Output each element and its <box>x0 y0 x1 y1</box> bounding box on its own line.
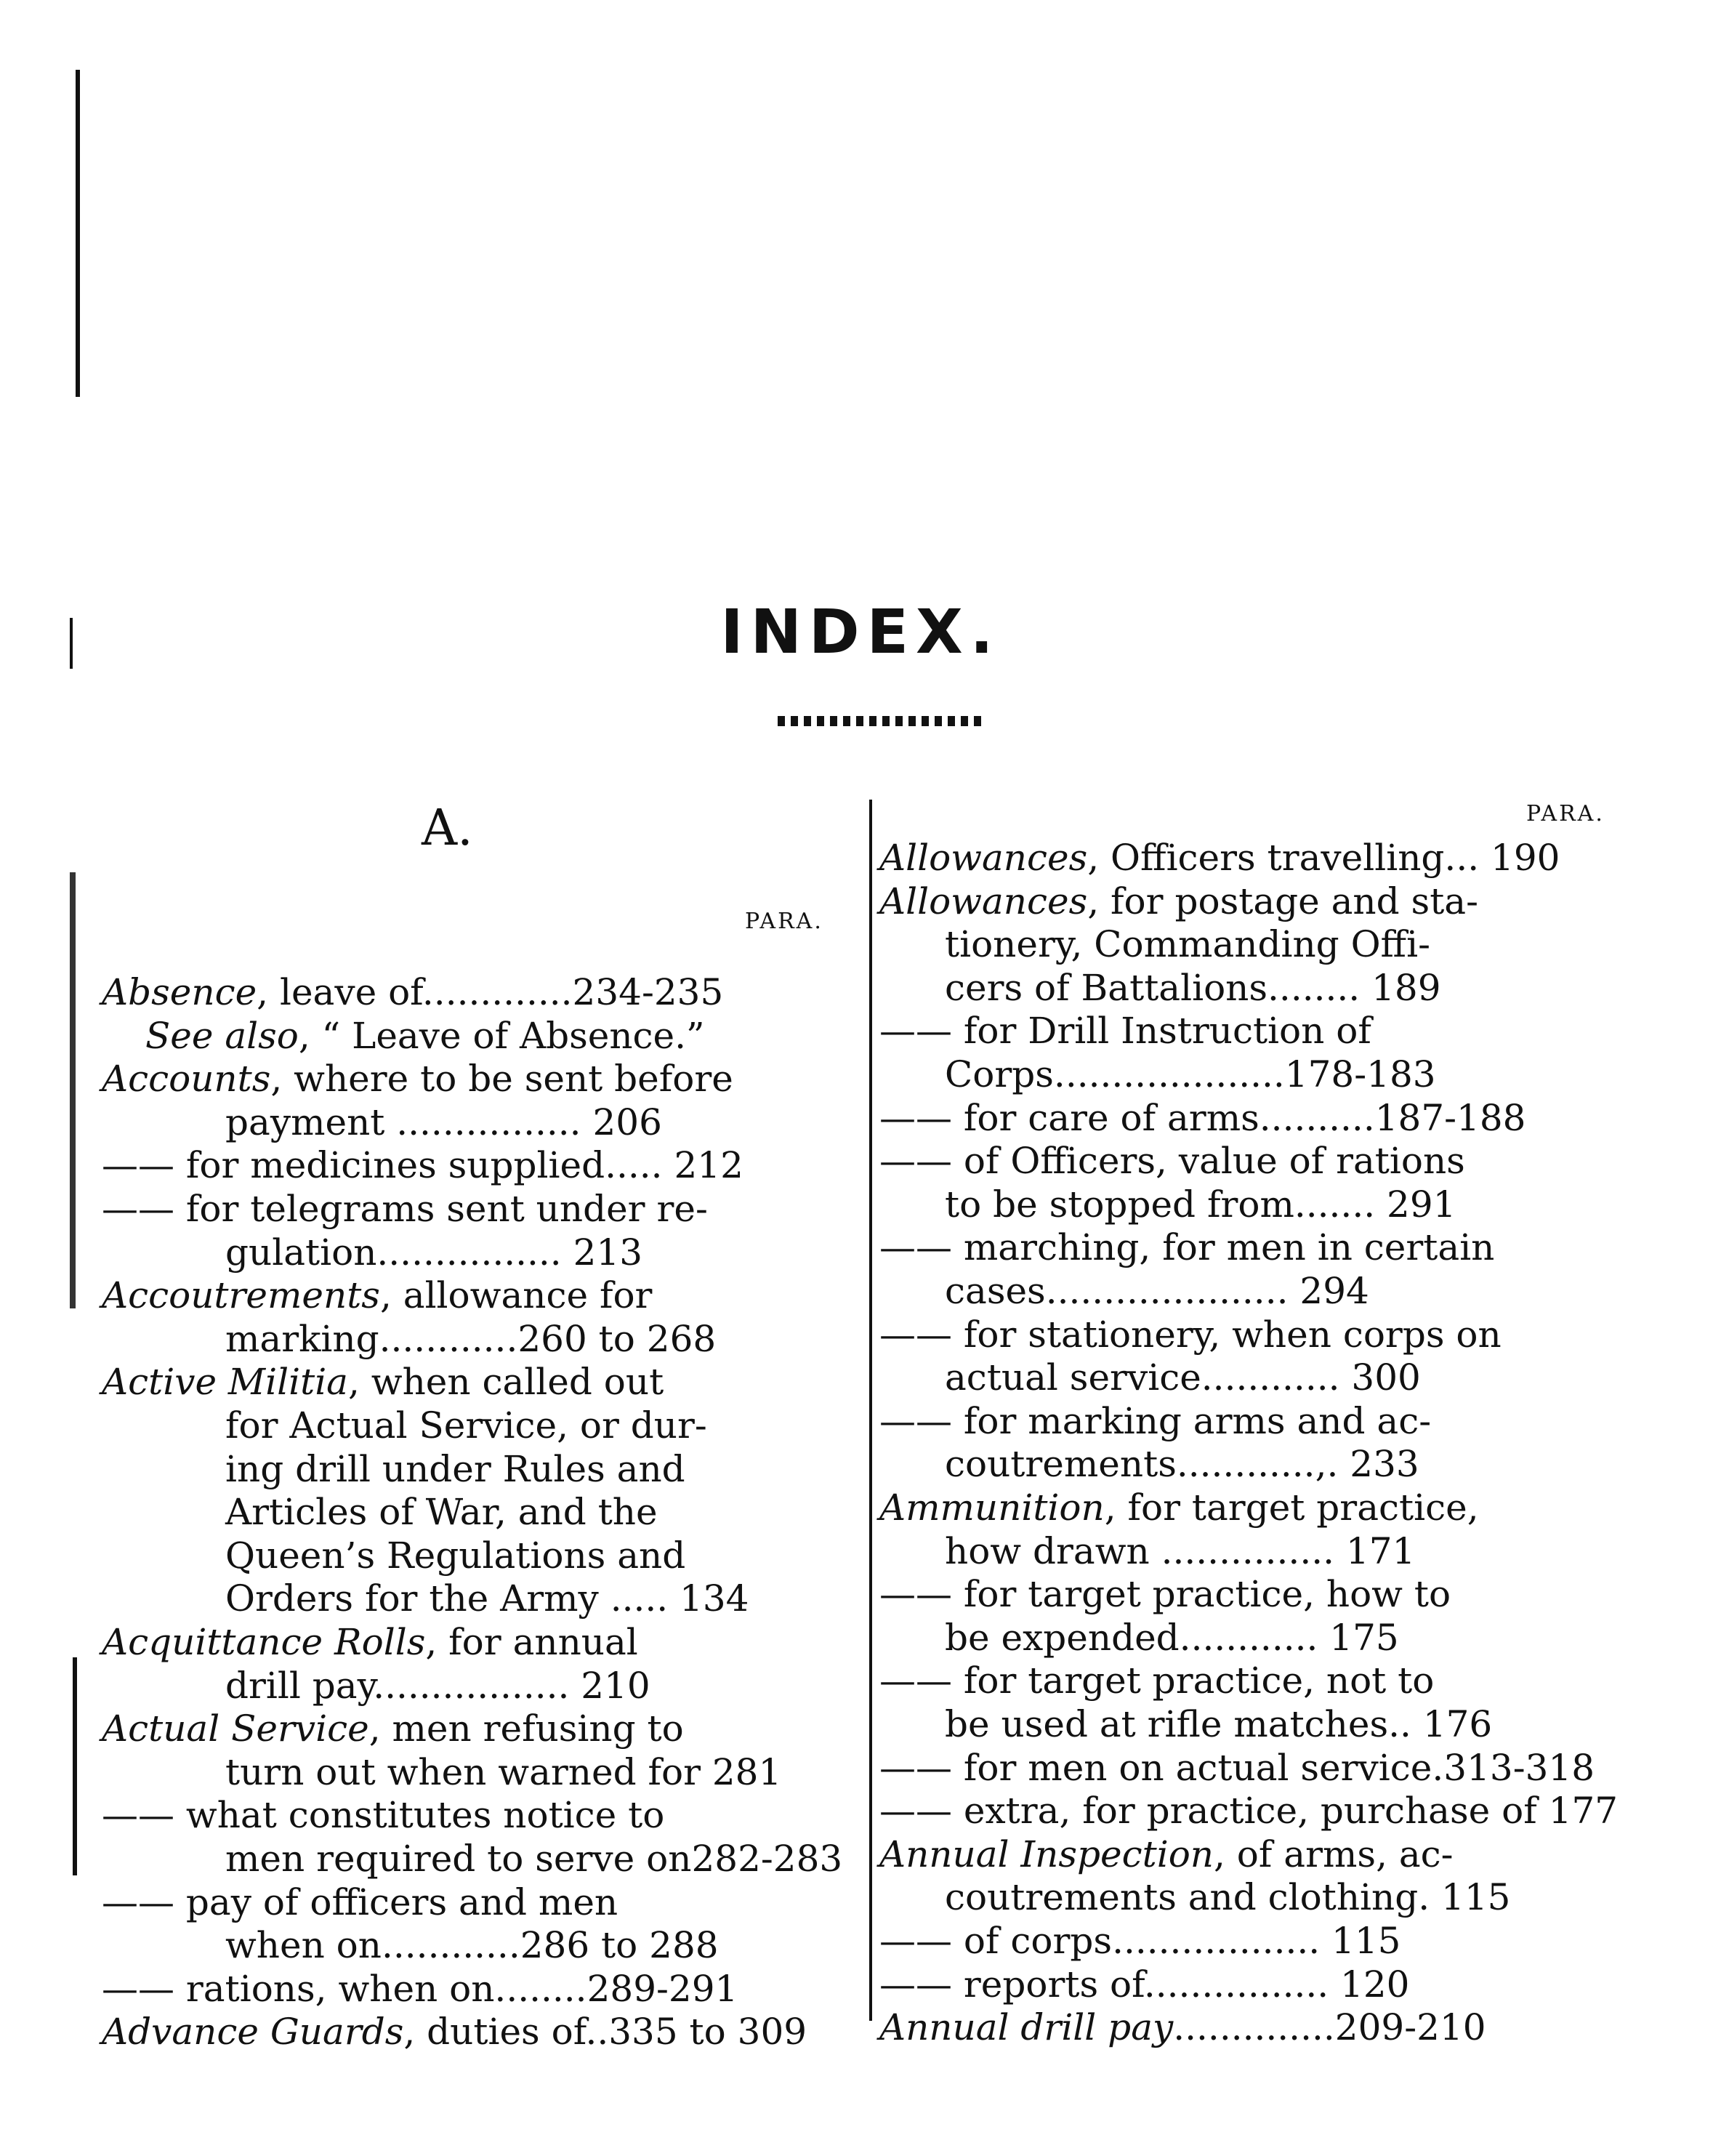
index-entry-line: —— for stationery, when corps on <box>879 1313 1502 1356</box>
index-entry-line: Advance Guards, duties of..335 to 309 <box>102 2011 807 2054</box>
index-entry-line: drill pay................. 210 <box>225 1664 650 1707</box>
index-entry-line: Allowances, for postage and sta- <box>879 880 1478 922</box>
binding-mark <box>73 1657 77 1875</box>
binding-mark <box>76 70 80 397</box>
index-entry-line: coutrements and clothing. 115 <box>945 1876 1511 1919</box>
index-entry-line: cases..................... 294 <box>945 1270 1369 1312</box>
index-entry-line: —— for target practice, not to <box>879 1660 1435 1702</box>
index-entry-line: gulation................ 213 <box>225 1231 643 1274</box>
index-entry-line: coutrements............,. 233 <box>945 1443 1419 1486</box>
index-entry-line: to be stopped from....... 291 <box>945 1183 1456 1226</box>
index-entry-line: marking............260 to 268 <box>225 1317 717 1360</box>
index-entry-line: Corps....................178-183 <box>945 1053 1436 1095</box>
index-entry-line: Active Militia, when called out <box>102 1361 664 1404</box>
index-entry-line: Actual Service, men refusing to <box>102 1707 684 1750</box>
index-entry-line: Orders for the Army ..... 134 <box>225 1577 749 1620</box>
index-entry-line: Annual Inspection, of arms, ac- <box>879 1833 1454 1875</box>
index-entry-line: —— for target practice, how to <box>879 1573 1451 1616</box>
index-entry-line: —— reports of................ 120 <box>879 1963 1410 2006</box>
index-entry-line: —— for care of arms..........187-188 <box>879 1096 1526 1139</box>
index-entry-line: Annual drill pay..............209-210 <box>879 2006 1486 2049</box>
index-entry-line: —— for telegrams sent under re- <box>102 1188 708 1230</box>
para-column-label: PARA. <box>745 909 823 934</box>
index-entry-line: Queen’s Regulations and <box>225 1534 686 1577</box>
index-entry-line: when on............286 to 288 <box>225 1924 719 1967</box>
index-entry-line: be used at rifle matches.. 176 <box>945 1703 1493 1745</box>
index-entry-line: turn out when warned for 281 <box>225 1750 782 1793</box>
index-entry-line: —— for marking arms and ac- <box>879 1399 1432 1442</box>
index-entry-line: See also, “ Leave of Absence.” <box>145 1014 705 1057</box>
index-entry-line: —— what constitutes notice to <box>102 1794 665 1837</box>
index-entry-line: how drawn ............... 171 <box>945 1529 1416 1572</box>
index-entry-line: —— marching, for men in certain <box>879 1226 1495 1269</box>
index-entry-line: actual service............ 300 <box>945 1356 1421 1399</box>
index-entry-line: —— extra, for practice, purchase of 177 <box>879 1790 1619 1833</box>
index-entry-line: —— for medicines supplied..... 212 <box>102 1144 743 1187</box>
index-entry-line: —— of corps.................. 115 <box>879 1920 1401 1962</box>
index-entry-line: ing drill under Rules and <box>225 1447 685 1490</box>
index-entry-line: payment ................ 206 <box>225 1101 662 1143</box>
binding-mark <box>70 872 76 1308</box>
index-entry-line: —— pay of officers and men <box>102 1881 618 1923</box>
index-entry-line: Ammunition, for target practice, <box>879 1487 1479 1529</box>
index-entry-line: for Actual Service, or dur- <box>225 1404 707 1447</box>
para-column-label: PARA. <box>1526 801 1605 826</box>
index-entry-line: —— for Drill Instruction of <box>879 1010 1371 1053</box>
index-entry-line: —— rations, when on........289-291 <box>102 1967 738 2010</box>
title-ornament <box>778 716 981 726</box>
page-title: INDEX. <box>720 596 1001 667</box>
index-entry-line: —— of Officers, value of rations <box>879 1140 1465 1183</box>
index-entry-line: Accounts, where to be sent before <box>102 1058 733 1101</box>
index-entry-line: be expended............ 175 <box>945 1616 1399 1659</box>
index-entry-line: men required to serve on282-283 <box>225 1838 843 1880</box>
index-entry-line: cers of Battalions........ 189 <box>945 966 1441 1009</box>
section-letter: A. <box>422 800 473 857</box>
index-entry-line: Articles of War, and the <box>225 1491 658 1534</box>
column-divider <box>869 800 872 2021</box>
index-entry-line: Allowances, Officers travelling... 190 <box>879 837 1560 879</box>
index-entry-line: —— for men on actual service.313-318 <box>879 1746 1595 1789</box>
index-entry-line: Accoutrements, allowance for <box>102 1274 653 1317</box>
index-entry-line: Acquittance Rolls, for annual <box>102 1621 638 1663</box>
index-entry-line: Absence, leave of.............234-235 <box>102 971 724 1013</box>
index-entry-line: tionery, Commanding Offi- <box>945 923 1430 966</box>
